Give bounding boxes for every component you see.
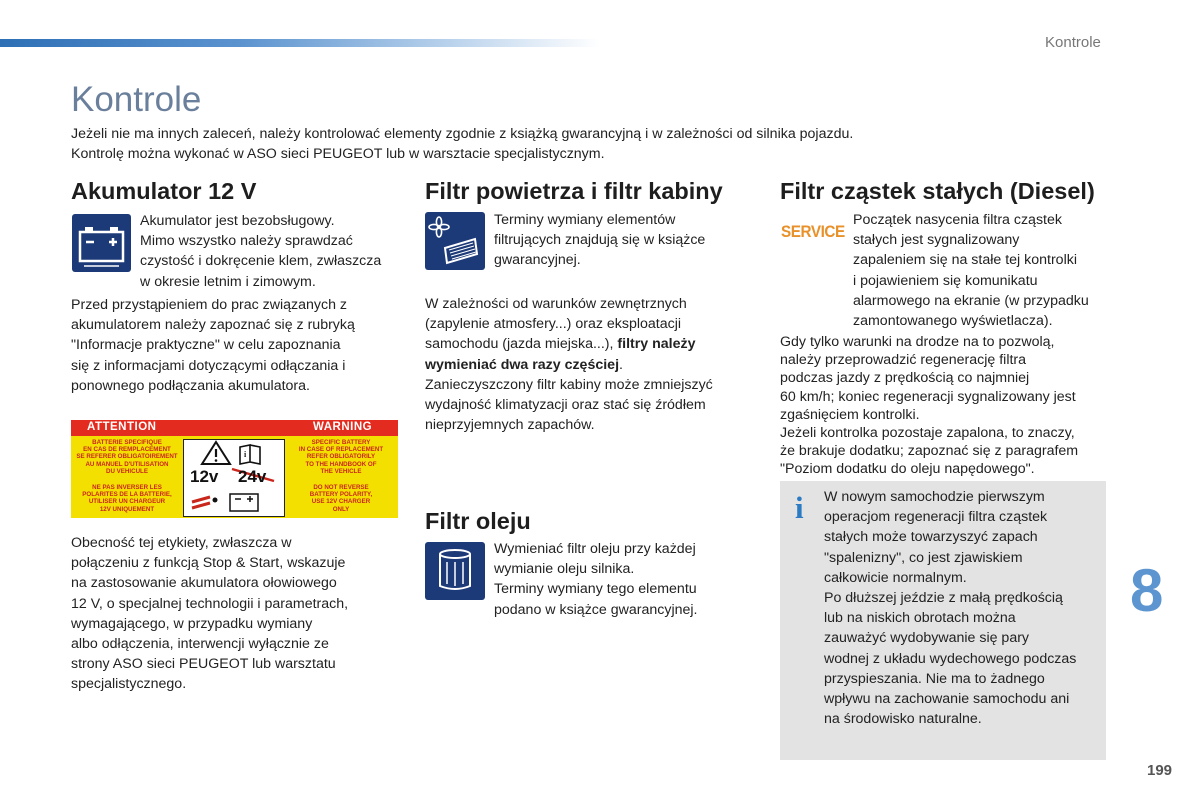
text-line: Gdy tylko warunki na drodze na to pozwolą, bbox=[780, 334, 1055, 350]
particle-filter-body bbox=[780, 333, 1078, 479]
text-line: THE VEHICLE bbox=[320, 467, 362, 475]
en-bottom-text bbox=[287, 484, 395, 513]
text-line: BATTERY POLARITY, bbox=[309, 491, 373, 499]
text-line: przyspieszania. Nie ma to żadnego bbox=[824, 670, 1045, 687]
text-line: Terminy wymiany elementów bbox=[494, 212, 676, 228]
text-line: gwarancyjnej. bbox=[494, 252, 581, 269]
text-line: strony ASO sieci PEUGEOT lub warsztatu bbox=[71, 656, 336, 673]
text-line: na środowisko naturalne. bbox=[824, 711, 982, 728]
text-line: Jeżeli kontrolka pozostaje zapalona, to znaczy, bbox=[780, 425, 1075, 442]
particle-filter-icon-text bbox=[853, 210, 1089, 331]
service-warning-lamp: SERVICE bbox=[781, 222, 845, 241]
text-line: i pojawieniem się komunikatu bbox=[853, 272, 1038, 289]
text-line: 60 km/h; koniec regeneracji sygnalizowany jest bbox=[780, 388, 1076, 405]
text-line: ponownego podłączania akumulatora. bbox=[71, 377, 310, 394]
text-line: podano w książce gwarancyjnej. bbox=[494, 601, 698, 618]
text-line: 12 V, o specjalnej technologii i parametrach, bbox=[71, 595, 349, 612]
emphasis-text: wymieniać dwa razy częściej bbox=[425, 356, 620, 373]
text-line: stałych jest sygnalizowany bbox=[853, 232, 1020, 249]
air-filter-icon bbox=[425, 212, 485, 270]
text-line: DU VEHICULE bbox=[106, 467, 148, 475]
text-line: EN CAS DE REMPLACEMENT bbox=[83, 446, 171, 454]
text-line: należy przeprowadzić regenerację filtra bbox=[780, 352, 1027, 369]
text-line: lub na niskich obrotach można bbox=[824, 610, 1016, 627]
text-line: SPECIFIC BATTERY bbox=[311, 439, 371, 446]
chapter-number: 8 bbox=[1130, 557, 1164, 624]
text-line bbox=[425, 334, 713, 354]
intro-text bbox=[71, 124, 1111, 164]
text-line: "Poziom dodatku do oleju napędowego". bbox=[780, 461, 1035, 478]
text-line: podczas jazdy z prędkością co najmniej bbox=[780, 370, 1030, 387]
battery-heading: Akumulator 12 V bbox=[71, 178, 257, 204]
text-line: Przed przystąpieniem do prac związanych z bbox=[71, 297, 347, 313]
text-span: samochodu (jazda miejska...), bbox=[425, 336, 614, 353]
emphasis-text: filtry należy bbox=[617, 336, 696, 353]
text-line: Akumulator jest bezobsługowy. bbox=[140, 213, 335, 229]
oil-filter-heading: Filtr oleju bbox=[425, 508, 531, 534]
battery-warning-label bbox=[71, 420, 398, 518]
text-line: (zapylenie atmosfery...) oraz eksploatacji bbox=[425, 316, 682, 333]
text-line: Zanieczyszczony filtr kabiny może zmniejszyć bbox=[425, 376, 713, 393]
section-label: Kontrole bbox=[1045, 34, 1101, 51]
info-icon: i bbox=[795, 490, 804, 525]
text-line: ONLY bbox=[332, 505, 350, 513]
text-line: NE PAS INVERSER LES bbox=[92, 484, 162, 491]
text-line: AU MANUEL D'UTILISATION bbox=[85, 460, 169, 468]
text-line: Wymieniać filtr oleju przy każdej bbox=[494, 541, 696, 557]
en-top-text bbox=[287, 439, 395, 475]
text-line: Początek nasycenia filtra cząstek bbox=[853, 212, 1062, 228]
text-line: Po dłuższej jeździe z małą prędkością bbox=[824, 590, 1063, 607]
fr-top-text bbox=[73, 439, 181, 475]
text-line: w okresie letnim i zimowym. bbox=[140, 273, 316, 290]
particle-filter-heading: Filtr cząstek stałych (Diesel) bbox=[780, 178, 1095, 204]
voltage-correct: 12v bbox=[190, 467, 219, 486]
text-line: "spalenizny", co jest zjawiskiem bbox=[824, 549, 1023, 566]
text-span: . bbox=[619, 356, 623, 373]
text-line: zapaleniem się na stałe tej kontrolki bbox=[853, 252, 1077, 269]
oil-filter-text bbox=[494, 539, 697, 620]
text-line bbox=[425, 355, 713, 375]
text-line: wodnej z układu wydechowego podczas bbox=[824, 650, 1077, 667]
svg-text:i: i bbox=[244, 450, 247, 459]
text-line: UTILISER UN CHARGEUR bbox=[88, 498, 166, 506]
text-line: Terminy wymiany tego elementu bbox=[494, 581, 697, 598]
battery-body bbox=[71, 295, 355, 396]
text-line: wymianie oleju silnika. bbox=[494, 561, 635, 578]
text-line: całkowicie normalnym. bbox=[824, 569, 967, 586]
warning-pictogram-panel bbox=[183, 439, 285, 517]
text-line: zgaśnięciem kontrolki. bbox=[780, 406, 920, 423]
battery-icon-text bbox=[140, 211, 381, 292]
text-line: Obecność tej etykiety, zwłaszcza w bbox=[71, 535, 292, 551]
header-accent-bar bbox=[0, 39, 600, 47]
text-line: Mimo wszystko należy sprawdzać bbox=[140, 233, 353, 250]
info-box-text bbox=[824, 487, 1076, 729]
text-line: stałych może towarzyszyć zapach bbox=[824, 529, 1038, 546]
text-line: SE REFERER OBLIGATOIREMENT bbox=[76, 453, 178, 461]
text-line: akumulatorem należy zapoznać się z rubryką bbox=[71, 317, 355, 334]
text-line: W nowym samochodzie pierwszym bbox=[824, 489, 1045, 505]
battery-label-note bbox=[71, 533, 348, 695]
page-title: Kontrole bbox=[71, 80, 202, 119]
text-line: operacjom regeneracji filtra cząstek bbox=[824, 509, 1048, 526]
text-line: zauważyć wydobywanie się pary bbox=[824, 630, 1030, 647]
air-filter-body bbox=[425, 294, 713, 435]
air-filter-heading: Filtr powietrza i filtr kabiny bbox=[425, 178, 723, 204]
text-line: na zastosowanie akumulatora ołowiowego bbox=[71, 575, 337, 592]
text-line: wydajność klimatyzacji oraz stać się źródłem bbox=[425, 397, 706, 414]
text-line: alarmowego na ekranie (w przypadku bbox=[853, 292, 1089, 309]
voltage-wrong: 24v bbox=[238, 467, 267, 486]
text-line: wpływu na zachowanie samochodu ani bbox=[824, 691, 1070, 708]
battery-icon bbox=[72, 214, 131, 272]
text-line: specjalistycznego. bbox=[71, 676, 187, 693]
text-line: się z informacjami dotyczącymi odłączania i bbox=[71, 357, 346, 374]
text-line: POLARITES DE LA BATTERIE, bbox=[82, 491, 172, 499]
intro-line: Kontrolę można wykonać w ASO sieci PEUGEOT lub w warsztacie specjalistycznym. bbox=[71, 146, 605, 162]
text-line: że brakuje dodatku; zapoznać się z paragrafem bbox=[780, 443, 1079, 460]
text-line: filtrujących znajdują się w książce bbox=[494, 232, 706, 249]
oil-filter-icon bbox=[425, 542, 485, 600]
attention-text: ATTENTION bbox=[87, 421, 157, 433]
text-line: czystość i dokręcenie klem, zwłaszcza bbox=[140, 253, 382, 270]
text-line: REFER OBLIGATORILY bbox=[306, 453, 376, 461]
warning-label-header bbox=[71, 420, 398, 436]
text-line: "Informacje praktyczne" w celu zapoznania bbox=[71, 337, 341, 354]
text-line: wymagającego, w przypadku wymiany bbox=[71, 615, 313, 632]
air-filter-icon-text bbox=[494, 210, 705, 271]
intro-line: Jeżeli nie ma innych zaleceń, należy kontrolować elementy zgodnie z książką gwarancyjną i w zależności od silnika pojazdu. bbox=[71, 126, 854, 142]
warning-text: WARNING bbox=[313, 421, 373, 433]
text-line: BATTERIE SPECIFIQUE bbox=[92, 439, 162, 446]
fr-bottom-text bbox=[73, 484, 181, 513]
page-number: 199 bbox=[1147, 762, 1173, 779]
text-line: 12V UNIQUEMENT bbox=[99, 505, 155, 513]
text-line: W zależności od warunków zewnętrznych bbox=[425, 296, 687, 312]
text-line: TO THE HANDBOOK OF bbox=[305, 460, 377, 468]
text-line: albo odłączenia, interwencji wyłącznie ze bbox=[71, 636, 329, 653]
text-line: USE 12V CHARGER bbox=[311, 498, 371, 506]
text-line: połączeniu z funkcją Stop & Start, wskazuje bbox=[71, 555, 346, 572]
text-line: DO NOT REVERSE bbox=[313, 484, 369, 491]
text-line: nieprzyjemnych zapachów. bbox=[425, 417, 595, 434]
text-line: zamontowanego wyświetlacza). bbox=[853, 313, 1053, 330]
text-line: IN CASE OF REPLACEMENT bbox=[298, 446, 384, 454]
